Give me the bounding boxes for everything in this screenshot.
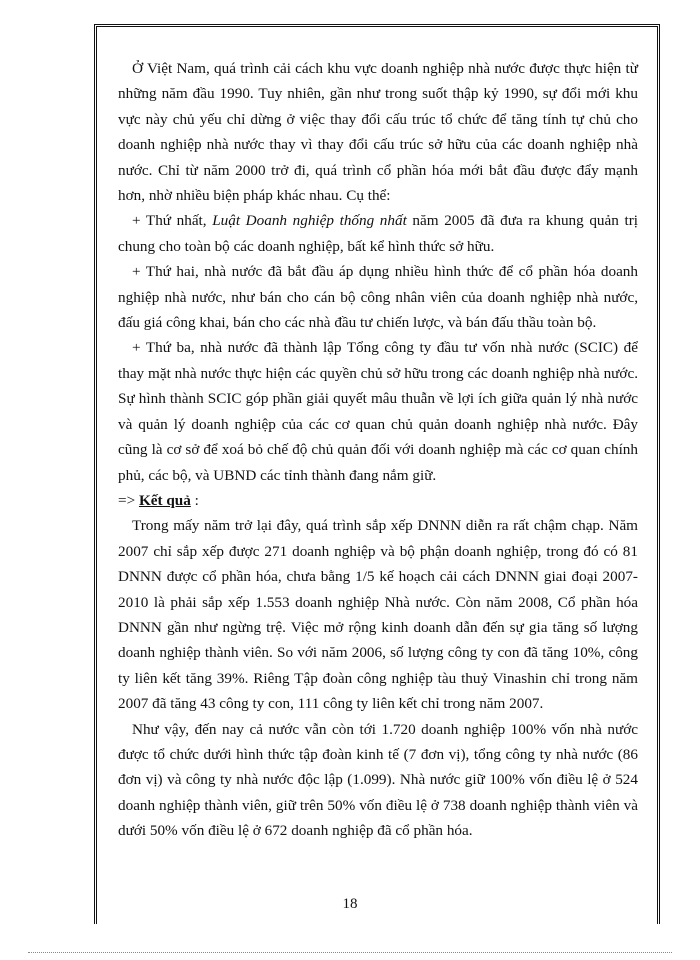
result-paragraph-1: Trong mấy năm trở lại đây, quá trình sắp xếp DNNN diễn ra rất chậm chạp. Năm 2007 chỉ sắp xếp được 271 doanh nghiệp và bộ phận doanh nghiệp, trong đó có 81 DNNN được cổ phần hóa, chưa bằng 1/5 kế hoạch cải cách DNNN giai đoại 2007-2010 là phải sắp xếp 1.553 doanh nghiệp Nhà nước. Còn năm 2008, Cổ phần hóa DNNN gần như ngừng trệ. Việc mở rộng kinh doanh dẫn đến sự gia tăng số lượng doanh nghiệp thành viên. So với năm 2006, số lượng công ty con đã tăng 10%, công ty liên kết tăng 39%. Riêng Tập đoàn công nghiệp tàu thuỷ Vinashin chỉ trong năm 2007 đã tăng 43 công ty con, 111 công ty liên kết chỉ trong năm 2007. [118,517,638,713]
point-2-paragraph: + Thứ hai, nhà nước đã bắt đầu áp dụng nhiều hình thức để cổ phần hóa doanh nghiệp nhà nước, như bán cho cán bộ công nhân viên của doanh nghiệp nhà nước, đấu giá công khai, bán cho các nhà đầu tư chiến lược, và bán đấu thầu toàn bộ. [118,263,638,332]
point-1-paragraph [118,208,638,259]
result-arrow: => [118,491,139,509]
page-bottom-divider [28,952,672,953]
page-number: 18 [342,896,358,912]
document-body [118,56,638,844]
point-1-law-name: Luật Doanh nghiệp thống nhất [212,212,407,230]
result-heading [118,488,638,513]
point-1-lead: + Thứ nhất, [132,212,213,230]
point-3-paragraph: + Thứ ba, nhà nước đã thành lập Tổng công ty đầu tư vốn nhà nước (SCIC) để thay mặt nhà nước thực hiện các quyền chủ sở hữu trong các doanh nghiệp nhà nước. Sự hình thành SCIC góp phần giải quyết mâu thuẫn về lợi ích giữa quản lý nhà nước và quản lý doanh nghiệp của các cơ quan chủ quản doanh nghiệp nhà nước. Đây cũng là cơ sở để xoá bỏ chế độ chủ quản đối với doanh nghiệp mà các cơ quan chính phủ, các bộ, và UBND các tỉnh thành đang nắm giữ. [118,339,638,484]
result-colon: : [190,491,199,509]
result-label: Kết quả [138,491,191,509]
point-1-rest: năm 2005 đã đưa ra khung quản trị chung cho toàn bộ các doanh nghiệp, bất kể hình thức sở hữu. [118,212,638,255]
result-paragraph-2: Như vậy, đến nay cả nước vẫn còn tới 1.720 doanh nghiệp 100% vốn nhà nước được tổ chức dưới hình thức tập đoàn kinh tế (7 đơn vị), tổng công ty nhà nước (86 đơn vị) và công ty nhà nước độc lập (1.099). Nhà nước giữ 100% vốn điều lệ ở 524 doanh nghiệp thành viên, giữ trên 50% vốn điều lệ ở 738 doanh nghiệp thành viên và dưới 50% vốn điều lệ ở 672 doanh nghiệp đã cổ phần hóa. [118,720,638,840]
intro-paragraph: Ở Việt Nam, quá trình cải cách khu vực doanh nghiệp nhà nước được thực hiện từ những năm đầu 1990. Tuy nhiên, gần như trong suốt thập kỷ 1990, sự đổi mới khu vực này chủ yếu chỉ dừng ở việc thay đổi cấu trúc tổ chức để tăng tính tự chủ cho doanh nghiệp nhà nước thay vì thay đổi cấu trúc sở hữu của các doanh nghiệp nhà nước. Chỉ từ năm 2000 trở đi, quá trình cổ phần hóa mới bắt đầu được đẩy mạnh hơn, nhờ nhiều biện pháp khác nhau. Cụ thể: [118,60,638,205]
